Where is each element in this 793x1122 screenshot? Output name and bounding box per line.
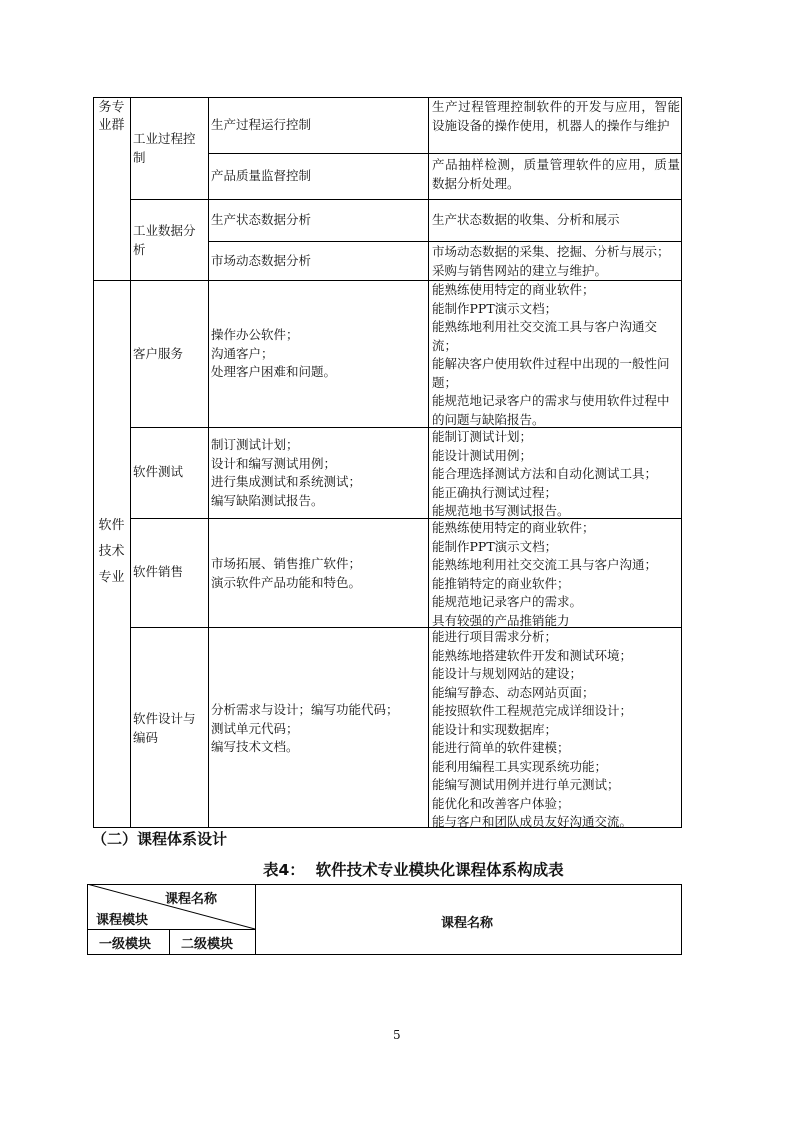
section-heading: （二）课程体系设计: [92, 830, 228, 848]
ability-software-design-coding: 能进行项目需求分析； 能熟练地搭建软件开发和测试环境； 能设计与规划网站的建设； 能编写静态、动态网站页面； 能按照软件工程规范完成详细设计； 能设计和实现数据库； 能进行简单的软件建模； 能利用编程工具实现系统功能； 能编写测试用例并进行单元测试； 能优化和改善客户体验； 能与客户和团队成员友好沟通交流。: [432, 629, 633, 829]
ability-software-sales: 能熟练使用特定的商业软件； 能制作PPT演示文档； 能熟练地利用社交交流工具与客户沟通； 能推销特定的商业软件； 能规范地记录客户的需求。 具有较强的产品推销能力: [432, 520, 658, 628]
task-production-process-control: 生产过程运行控制: [211, 117, 312, 132]
group-label-software-technology: 软件 技术 专业: [98, 518, 125, 585]
diagonal-header-course-name: 课程名称: [165, 892, 218, 907]
ability-software-testing: 能制订测试计划； 能设计测试用例； 能合理选择测试方法和自动化测试工具； 能正确执行测试过程； 能规范地书写测试报告。: [432, 429, 658, 518]
level1-module-header: 一级模块: [99, 937, 152, 952]
task-software-design-coding: 分析需求与设计；编写功能代码； 测试单元代码； 编写技术文档。: [211, 702, 399, 754]
task-software-sales: 市场拓展、销售推广软件； 演示软件产品功能和特色。: [211, 556, 362, 590]
module-industrial-process-control: 工业过程控制: [133, 131, 196, 165]
task-software-testing: 制订测试计划； 设计和编写测试用例； 进行集成测试和系统测试； 编写缺陷测试报告。: [211, 437, 362, 508]
ability-customer-service: 能熟练使用特定的商业软件； 能制作PPT演示文档； 能熟练地利用社交交流工具与客户沟通交流； 能解决客户使用软件过程中出现的一般性问题； 能规范地记录客户的需求与使用软件过程中的问题与缺陷报告。: [432, 282, 670, 427]
ability-market-data-analysis: 市场动态数据的采集、挖掘、分析与展示；采购与销售网站的建立与维护。: [432, 244, 670, 278]
diagonal-header-course-module: 课程模块: [96, 913, 149, 928]
page-number: 5: [393, 1028, 401, 1042]
ability-quality-supervision: 产品抽样检测，质量管理软件的应用，质量数据分析处理。: [432, 157, 680, 191]
ability-production-process-control: 生产过程管理控制软件的开发与应用，智能设施设备的操作使用，机器人的操作与维护: [432, 99, 680, 133]
task-market-data-analysis: 市场动态数据分析: [211, 253, 312, 268]
table-caption: 表4： 软件技术专业模块化课程体系构成表: [263, 861, 564, 879]
module-industrial-data-analysis: 工业数据分析: [133, 223, 196, 257]
course-name-header: 课程名称: [441, 916, 494, 931]
group-label-top: 务专 业群: [98, 100, 125, 133]
task-production-data-analysis: 生产状态数据分析: [211, 212, 312, 227]
level2-module-header: 二级模块: [181, 937, 234, 952]
module-software-sales: 软件销售: [133, 564, 184, 579]
module-software-testing: 软件测试: [133, 464, 184, 479]
task-quality-supervision: 产品质量监督控制: [211, 168, 312, 183]
module-software-design-coding: 软件设计与编码: [133, 711, 196, 745]
ability-production-data-analysis: 生产状态数据的收集、分析和展示: [432, 212, 620, 227]
task-customer-service: 操作办公软件； 沟通客户； 处理客户困难和问题。: [211, 327, 337, 379]
module-customer-service: 客户服务: [133, 346, 184, 361]
